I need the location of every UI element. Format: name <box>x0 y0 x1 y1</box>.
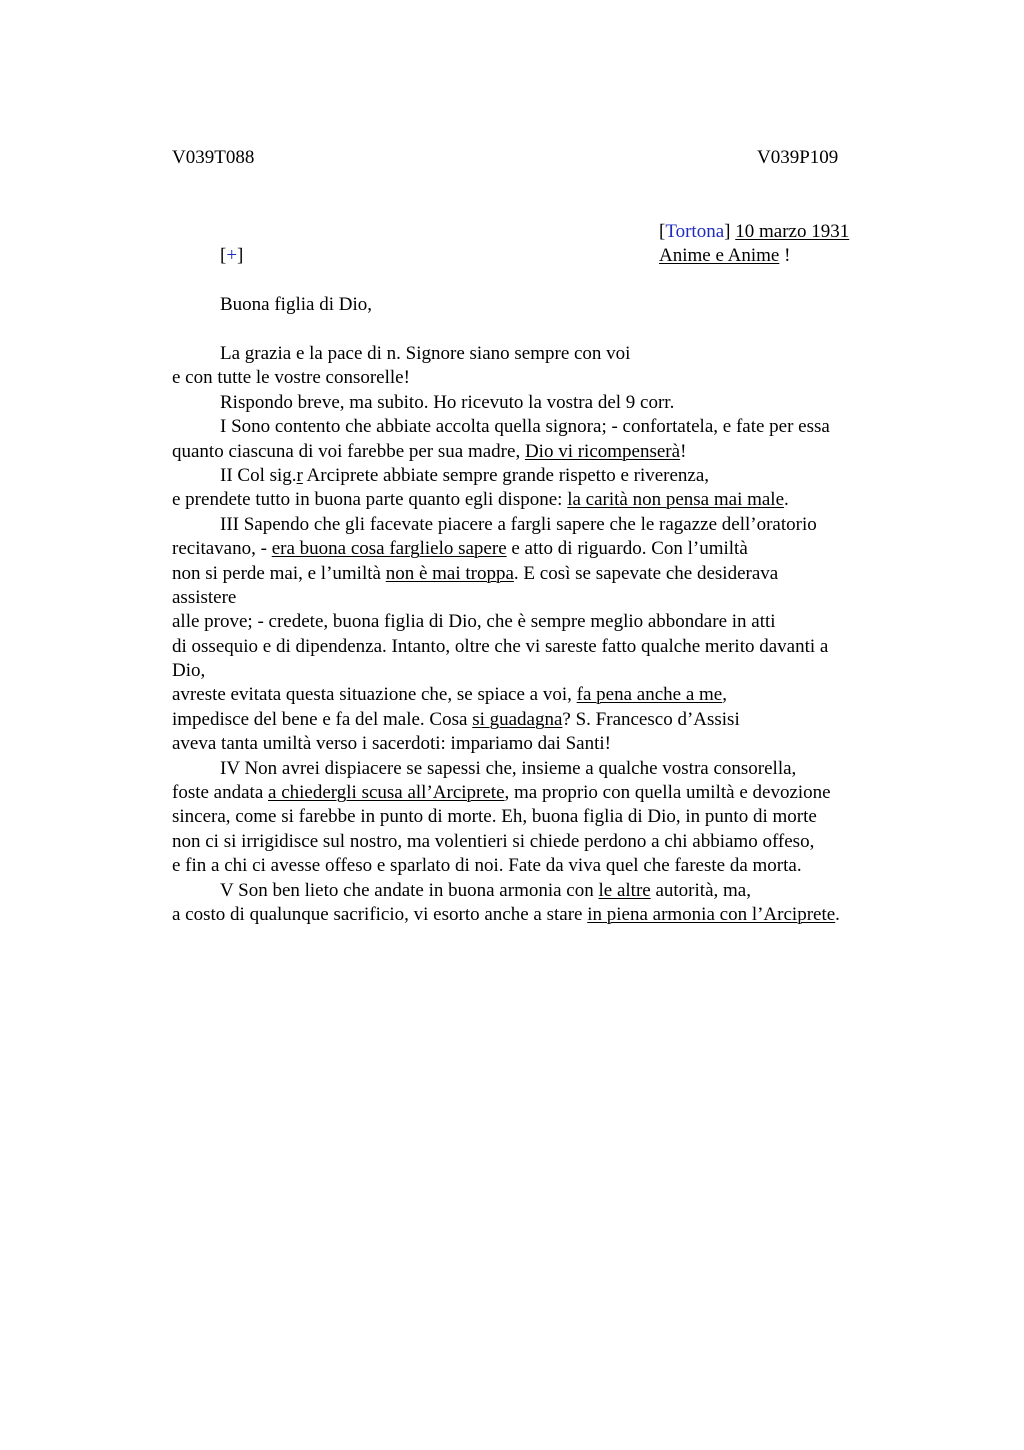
body-line <box>172 903 902 927</box>
body-line <box>172 708 902 732</box>
body-text-segment: I Sono contento che abbiate accolta quella signora; - confortatela, e fate per essa <box>220 416 830 438</box>
cross-link[interactable]: + <box>226 245 238 266</box>
body-text-segment: La grazia e la pace di n. Signore siano sempre con voi <box>220 343 631 364</box>
body-text-segment: , ma proprio con quella umiltà e devozione <box>504 782 831 804</box>
dateline-open-bracket: [ <box>659 221 666 242</box>
body-line <box>172 805 902 829</box>
body-text-segment: sincera, come si farebbe in punto di morte. Eh, buona figlia di Dio, in punto di morte <box>172 806 817 828</box>
body-line <box>172 537 902 561</box>
body-text-segment: e prendete tutto in buona parte quanto egli dispone: <box>172 489 568 511</box>
body-text-segment: recitavano, - <box>172 538 272 560</box>
body-line <box>172 879 902 903</box>
body-line <box>172 830 902 854</box>
body-text-segment: foste andata <box>172 782 269 804</box>
body-text-segment: ! <box>680 440 687 462</box>
underlined-text: si guadagna <box>472 708 563 730</box>
body-text-segment: non si perde mai, e l’umiltà <box>172 562 386 584</box>
body-text-segment: ? S. Francesco d’Assisi <box>562 708 740 730</box>
underlined-text: era buona cosa farglielo sapere <box>271 538 507 560</box>
body-text-segment: e fin a chi ci avesse offeso e sparlato di noi. Fate da viva quel che fareste da morta. <box>172 855 802 877</box>
body-text-segment: aveva tanta umiltà verso i sacerdoti: impariamo dai Santi! <box>172 733 611 755</box>
body-line <box>172 732 902 756</box>
body-text-segment: II Col sig. <box>220 464 297 486</box>
body-text-segment: non ci si irrigidisce sul nostro, ma volentieri si chiede perdono a chi abbiamo offeso, <box>172 830 815 852</box>
body-text-segment: e con tutte le vostre consorelle! <box>172 367 410 389</box>
cross-open-bracket: [ <box>220 245 227 266</box>
dateline-date: 10 marzo 1931 <box>735 221 850 242</box>
underlined-text: r <box>296 464 303 486</box>
body-text-segment: , <box>722 684 727 706</box>
body-line <box>172 366 902 390</box>
body-line <box>172 415 902 439</box>
body-text-segment: . <box>784 489 789 511</box>
body-text-segment: quanto ciascuna di voi farebbe per sua madre, <box>172 440 525 462</box>
underlined-text: le altre <box>598 879 651 901</box>
dateline-close-bracket: ] <box>724 221 731 242</box>
underlined-text: Dio vi ricompenserà <box>524 440 681 462</box>
body-text-segment: autorità, ma, <box>650 879 751 901</box>
body-line <box>172 391 902 415</box>
body-line <box>172 683 902 707</box>
underlined-text: la carità non pensa mai male <box>567 489 785 511</box>
body-line <box>172 562 902 586</box>
body-text-segment: impedisce del bene e fa del male. Cosa <box>172 708 473 730</box>
body-line <box>172 610 902 634</box>
body-text-segment: Rispondo breve, ma subito. Ho ricevuto la vostra del 9 corr. <box>220 391 675 413</box>
header-code-left: V039T088 <box>172 147 255 168</box>
motto-text: Anime e Anime <box>659 245 780 266</box>
body-text-segment: . <box>835 903 840 925</box>
letter-body <box>172 342 902 927</box>
underlined-text: in piena armonia con l’Arciprete <box>587 903 836 925</box>
body-line <box>172 464 902 488</box>
underlined-text: a chiedergli scusa all’Arciprete <box>268 782 505 804</box>
body-text-segment: e atto di riguardo. Con l’umiltà <box>506 538 748 560</box>
salutation: Buona figlia di Dio, <box>220 294 372 315</box>
body-line <box>172 757 902 781</box>
underlined-text: fa pena anche a me <box>576 684 723 706</box>
body-text-segment: a costo di qualunque sacrificio, vi esorto anche a stare <box>172 903 588 925</box>
header-code-right: V039P109 <box>757 147 839 168</box>
dateline <box>659 220 849 244</box>
body-text-segment: Arciprete abbiate sempre grande rispetto e riverenza, <box>302 464 710 486</box>
body-text-segment: IV Non avrei dispiacere se sapessi che, insieme a qualche vostra consorella, <box>220 757 797 779</box>
motto <box>659 244 790 268</box>
body-line <box>172 854 902 878</box>
body-line <box>172 488 902 512</box>
body-text-segment: V Son ben lieto che andate in buona armonia con <box>220 879 599 901</box>
body-line <box>172 635 902 659</box>
dateline-place-link[interactable]: Tortona <box>665 221 725 242</box>
body-line <box>172 586 902 610</box>
underlined-text: non è mai troppa <box>385 562 514 584</box>
body-text-segment: alle prove; - credete, buona figlia di Dio, che è sempre meglio abbondare in atti <box>172 611 776 633</box>
body-line <box>172 781 902 805</box>
cross-close-bracket: ] <box>237 245 244 266</box>
motto-tail: ! <box>779 245 791 266</box>
cross-symbol <box>220 244 243 268</box>
body-text-segment: assistere <box>172 586 237 608</box>
body-text-segment: avreste evitata questa situazione che, se spiace a voi, <box>172 684 577 706</box>
body-line <box>172 440 902 464</box>
body-text-segment: . E così se sapevate che desiderava <box>513 562 779 584</box>
body-text-segment: Dio, <box>172 660 206 682</box>
body-line <box>172 513 902 537</box>
body-line <box>172 342 902 366</box>
body-text-segment: III Sapendo che gli facevate piacere a fargli sapere che le ragazze dell’oratorio <box>220 513 817 535</box>
body-text-segment: di ossequio e di dipendenza. Intanto, oltre che vi sareste fatto qualche merito davanti a <box>172 635 829 657</box>
body-line <box>172 659 902 683</box>
